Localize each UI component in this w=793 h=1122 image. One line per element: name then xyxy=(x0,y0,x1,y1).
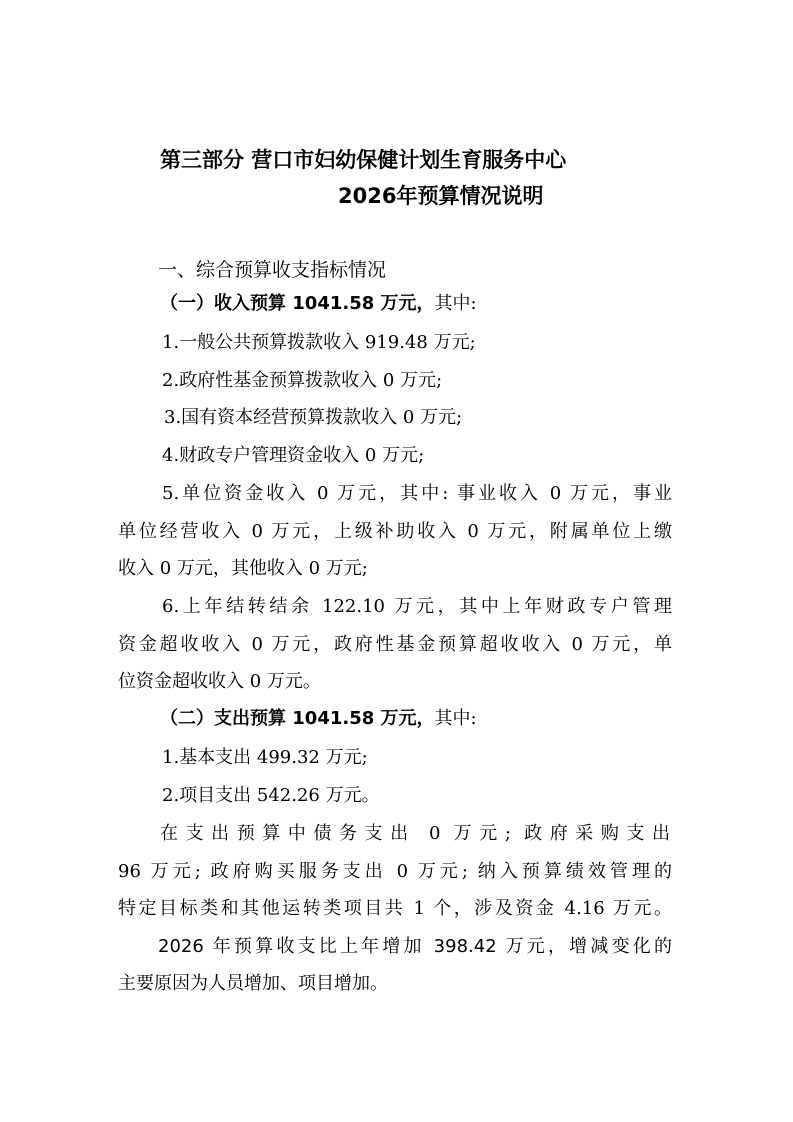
expenditure-item-1: 1.基本支出 499.32 万元; xyxy=(162,747,368,768)
income-item-5-line-2: 单位经营收入 0 万元，上级补助收入 0 万元，附属单位上缴 xyxy=(118,521,672,542)
income-item-6-line-3: 位资金超收收入 0 万元。 xyxy=(118,671,321,692)
title-line-1: 第三部分 营口市妇幼保健计划生育服务中心 xyxy=(160,148,567,172)
income-item-6-line-2: 资金超收收入 0 万元，政府性基金预算超收收入 0 万元，单 xyxy=(118,634,672,655)
income-heading: （一）收入预算 1041.58 万元， xyxy=(160,293,435,314)
expenditure-item-2: 2.项目支出 542.26 万元。 xyxy=(162,785,380,806)
summary-line-2: 主要原因为人员增加、项目增加。 xyxy=(118,973,388,994)
income-item-5-line-3: 收入 0 万元，其他收入 0 万元; xyxy=(118,558,368,579)
expenditure-heading-tail: 其中: xyxy=(434,708,477,729)
income-item-1: 1.一般公共预算拨款收入 919.48 万元; xyxy=(162,332,476,353)
expenditure-para-line-2: 96 万元; 政府购买服务支出 0 万元; 纳入预算绩效管理的 xyxy=(118,861,672,882)
income-item-6-line-1: 6.上年结转结余 122.10 万元，其中上年财政专户管理 xyxy=(162,596,672,617)
income-item-5-line-1: 5.单位资金收入 0 万元，其中: 事业收入 0 万元，事业 xyxy=(162,483,672,504)
title-line-2: 2026年预算情况说明 xyxy=(338,184,544,208)
summary-line-1: 2026 年预算收支比上年增加 398.42 万元，增减变化的 xyxy=(158,936,672,957)
income-heading-line xyxy=(160,292,477,316)
expenditure-heading-line xyxy=(160,707,477,731)
income-item-4: 4.财政专户管理资金收入 0 万元; xyxy=(162,445,425,466)
expenditure-para-line-3: 特定目标类和其他运转类项目共 1 个，涉及资金 4.16 万元。 xyxy=(118,898,672,919)
section-heading: 一、综合预算收支指标情况 xyxy=(158,259,387,281)
income-heading-tail: 其中: xyxy=(434,293,477,314)
expenditure-para-line-1: 在支出预算中债务支出 0 万元; 政府采购支出 xyxy=(160,823,670,844)
income-item-2: 2.政府性基金预算拨款收入 0 万元; xyxy=(162,370,443,391)
expenditure-heading: （二）支出预算 1041.58 万元， xyxy=(160,708,435,729)
income-item-3: 3.国有资本经营预算拨款收入 0 万元; xyxy=(164,407,463,428)
